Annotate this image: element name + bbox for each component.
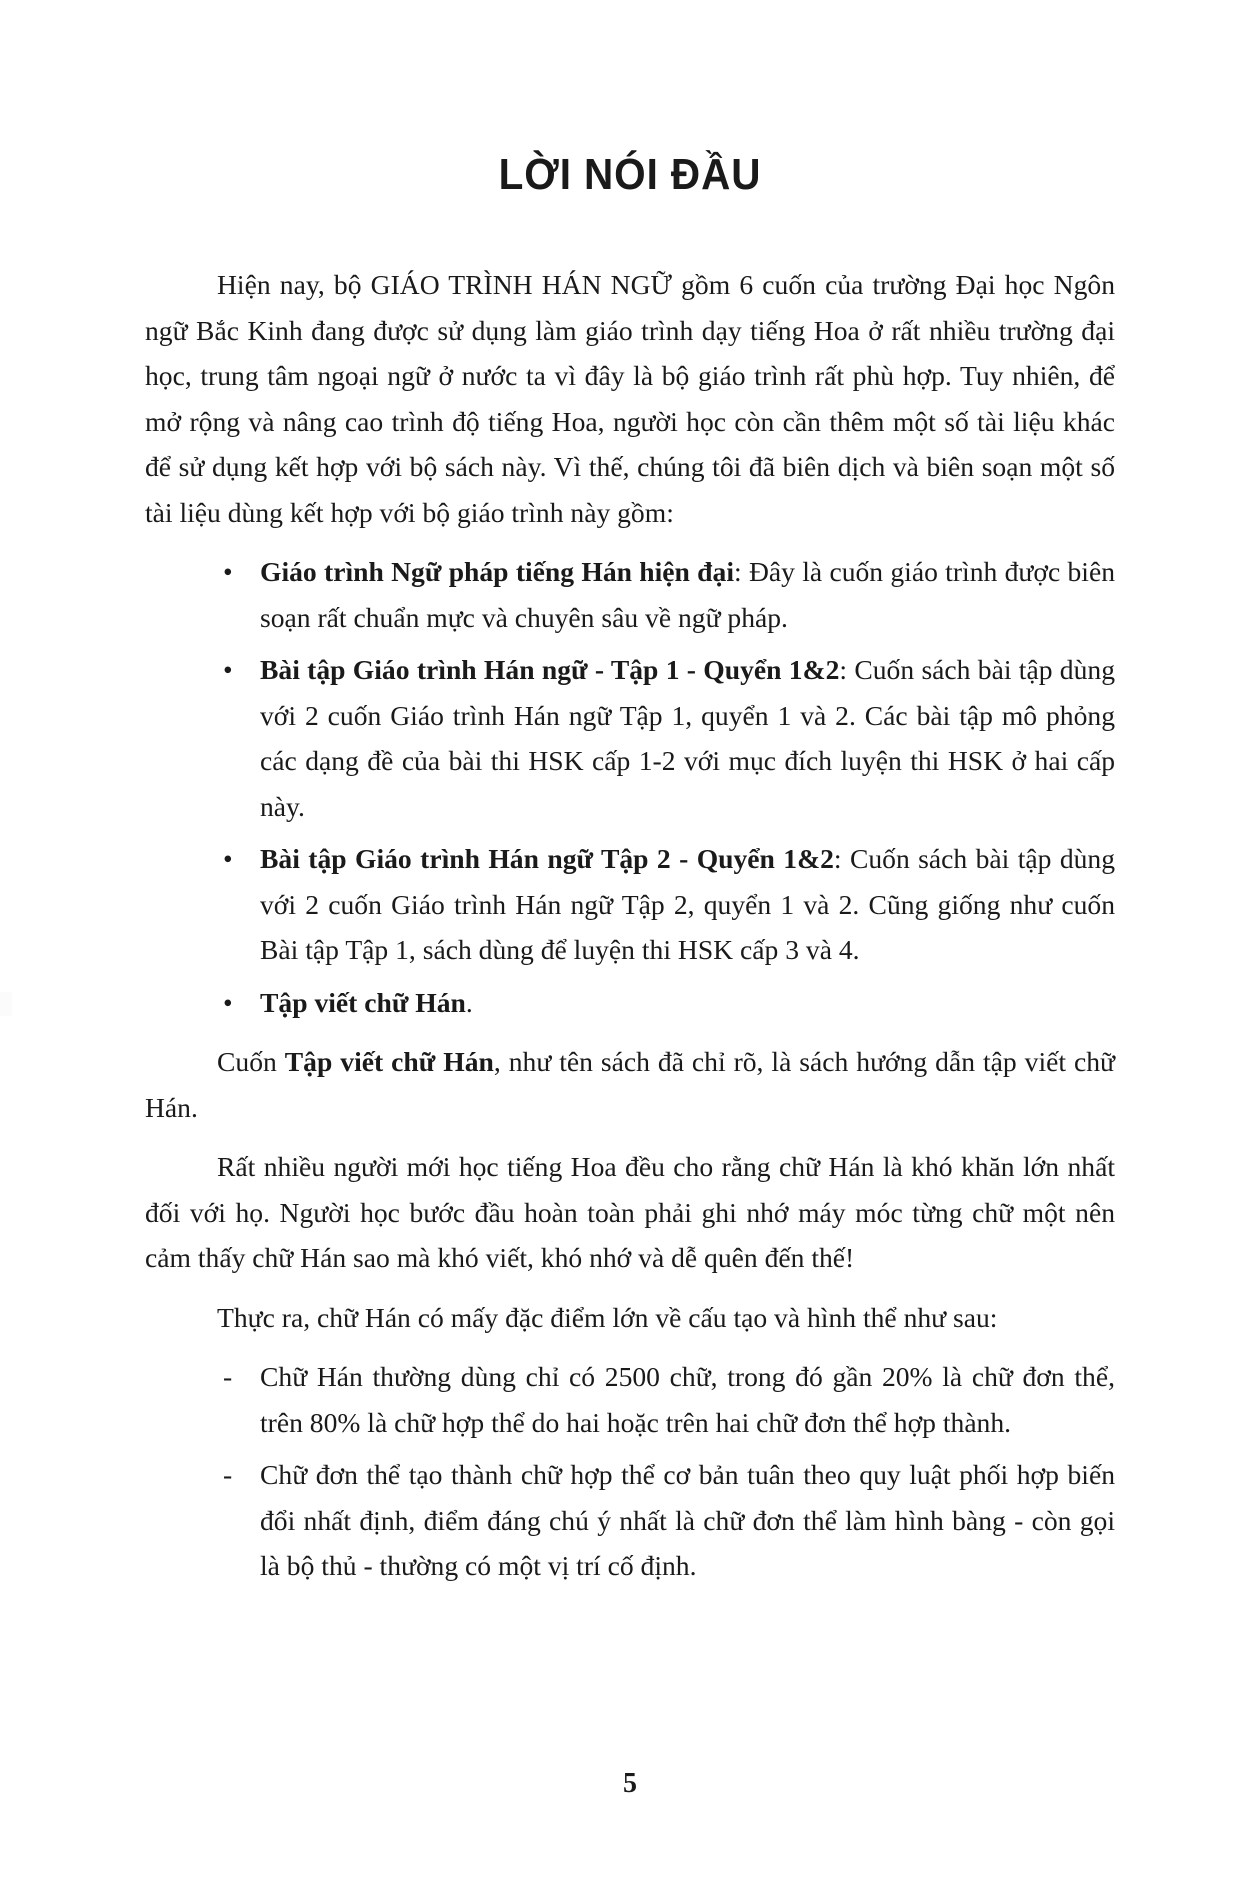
page-number: 5 — [623, 1768, 637, 1799]
intro-paragraph: Hiện nay, bộ GIÁO TRÌNH HÁN NGỮ gồm 6 cuốn của trường Đại học Ngôn ngữ Bắc Kinh đang được sử dụng làm giáo trình dạy tiếng Hoa ở rất nhiều trường đại học, trung tâm ngoại ngữ ở nước ta vì đây là bộ giáo trình rất phù hợp. Tuy nhiên, để mở rộng và nâng cao trình độ tiếng Hoa, người học còn cần thêm một số tài liệu khác để sử dụng kết hợp với bộ sách này. Vì thế, chúng tôi đã biên dịch và biên soạn một số tài liệu dùng kết hợp với bộ giáo trình này gồm: — [145, 269, 1115, 528]
feature-text: Chữ đơn thể tạo thành chữ hợp thể cơ bản tuân theo quy luật phối hợp biến đổi nhất định, điểm đáng chú ý nhất là chữ đơn thể làm hình bàng - còn gọi là bộ thủ - thường có một vị trí cố định. — [260, 1459, 1115, 1581]
book-title-inline: Tập viết chữ Hán — [284, 1046, 494, 1077]
document-body — [145, 262, 1115, 1589]
bullet-icon: • — [223, 556, 233, 587]
bullet-icon: • — [223, 843, 233, 874]
book-description: . — [465, 986, 473, 1018]
list-item — [145, 647, 1115, 829]
dash-icon: - — [223, 1361, 233, 1392]
text-run: Cuốn — [217, 1046, 285, 1077]
feature-text: Chữ Hán thường dùng chỉ có 2500 chữ, trong đó gần 20% là chữ đơn thể, trên 80% là chữ hợp thể do hai hoặc trên hai chữ đơn thể hợp thành. — [260, 1361, 1115, 1438]
list-item — [145, 1354, 1115, 1445]
bullet-icon: • — [223, 986, 233, 1018]
text-run: , như tên sách đã chỉ rõ, là sách hướng dẫn tập viết chữ Hán. — [145, 1046, 1115, 1123]
book-description: : Cuốn sách bài tập dùng với 2 cuốn Giáo trình Hán ngữ Tập 1, quyển 1 và 2. Các bài tập mô phỏng các dạng đề của bài thi HSK cấp 1-2 với mục đích luyện thi HSK ở hai cấp này. — [260, 654, 1115, 822]
book-title: Bài tập Giáo trình Hán ngữ Tập 2 - Quyển 1&2 — [260, 843, 834, 874]
feature-list — [145, 1354, 1115, 1589]
book-list — [145, 549, 1115, 1025]
difficulty-paragraph: Rất nhiều người mới học tiếng Hoa đều cho rằng chữ Hán là khó khăn lớn nhất đối với họ. Người học bước đầu hoàn toàn phải ghi nhớ máy móc từng chữ một nên cảm thấy chữ Hán sao mà khó viết, khó nhớ và dễ quên đến thế! — [145, 1151, 1115, 1273]
book-title: Tập viết chữ Hán — [260, 986, 466, 1018]
book-description: : Cuốn sách bài tập dùng với 2 cuốn Giáo trình Hán ngữ Tập 2, quyển 1 và 2. Cũng giống như cuốn Bài tập Tập 1, sách dùng để luyện thi HSK cấp 3 và 4. — [260, 843, 1116, 965]
book-title: Giáo trình Ngữ pháp tiếng Hán hiện đại — [260, 556, 734, 587]
list-item — [145, 980, 1115, 1026]
list-item — [145, 836, 1115, 973]
features-intro-paragraph: Thực ra, chữ Hán có mấy đặc điểm lớn về cấu tạo và hình thể như sau: — [217, 1301, 998, 1333]
page-title: LỜI NÓI ĐẦU — [498, 150, 762, 199]
list-item — [145, 1452, 1115, 1589]
bullet-icon: • — [223, 654, 233, 685]
tap-viet-paragraph — [145, 1039, 1115, 1130]
book-description: : Đây là cuốn giáo trình được biên soạn rất chuẩn mực và chuyên sâu về ngữ pháp. — [260, 556, 1115, 633]
list-item — [145, 549, 1115, 640]
book-title: Bài tập Giáo trình Hán ngữ - Tập 1 - Quyển 1&2 — [260, 654, 840, 685]
dash-icon: - — [223, 1459, 233, 1490]
scan-edge-mark — [0, 992, 12, 1016]
